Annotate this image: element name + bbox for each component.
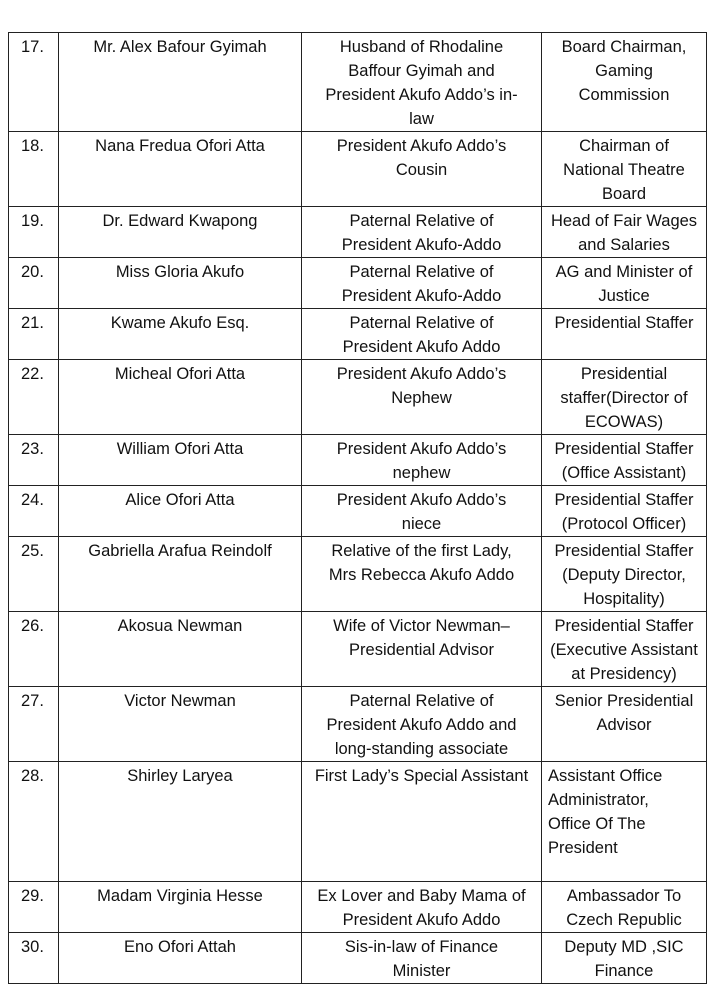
table-row <box>9 687 707 762</box>
position: Presidential Staffer (Executive Assistant at Presidency) <box>542 612 707 687</box>
position: Head of Fair Wages and Salaries <box>542 207 707 258</box>
appointee-name: Akosua Newman <box>59 612 302 687</box>
relationship: Ex Lover and Baby Mama of President Akufo Addo <box>302 882 542 933</box>
appointee-name: Kwame Akufo Esq. <box>59 309 302 360</box>
relationship: President Akufo Addo’s nephew <box>302 435 542 486</box>
row-number: 23. <box>9 435 59 486</box>
row-number: 26. <box>9 612 59 687</box>
position: Chairman of National Theatre Board <box>542 132 707 207</box>
relationship: Relative of the first Lady, Mrs Rebecca Akufo Addo <box>302 537 542 612</box>
appointee-name: Alice Ofori Atta <box>59 486 302 537</box>
row-number: 22. <box>9 360 59 435</box>
relationship: Paternal Relative of President Akufo-Addo <box>302 207 542 258</box>
appointee-name: Micheal Ofori Atta <box>59 360 302 435</box>
row-number: 30. <box>9 933 59 984</box>
appointees-table <box>8 32 707 984</box>
relationship: Paternal Relative of President Akufo Addo and long-standing associate <box>302 687 542 762</box>
row-number: 20. <box>9 258 59 309</box>
table-row <box>9 132 707 207</box>
appointee-name: Madam Virginia Hesse <box>59 882 302 933</box>
relationship: Wife of Victor Newman– Presidential Advisor <box>302 612 542 687</box>
position: Ambassador To Czech Republic <box>542 882 707 933</box>
row-number: 21. <box>9 309 59 360</box>
relationship: Husband of Rhodaline Baffour Gyimah and President Akufo Addo’s in- law <box>302 33 542 132</box>
position: Presidential Staffer <box>542 309 707 360</box>
position: AG and Minister of Justice <box>542 258 707 309</box>
row-number: 19. <box>9 207 59 258</box>
row-number: 25. <box>9 537 59 612</box>
table-row <box>9 258 707 309</box>
appointee-name: Gabriella Arafua Reindolf <box>59 537 302 612</box>
table-row <box>9 486 707 537</box>
table-row <box>9 33 707 132</box>
position: Assistant Office Administrator, Office Of The President <box>542 762 707 882</box>
appointee-name: Shirley Laryea <box>59 762 302 882</box>
appointee-name: Eno Ofori Attah <box>59 933 302 984</box>
relationship: Sis-in-law of Finance Minister <box>302 933 542 984</box>
position: Presidential staffer(Director of ECOWAS) <box>542 360 707 435</box>
table-row <box>9 537 707 612</box>
appointee-name: Victor Newman <box>59 687 302 762</box>
table-row <box>9 933 707 984</box>
table-row <box>9 360 707 435</box>
appointee-name: Mr. Alex Bafour Gyimah <box>59 33 302 132</box>
position: Deputy MD ,SIC Finance <box>542 933 707 984</box>
relationship: President Akufo Addo’s niece <box>302 486 542 537</box>
row-number: 18. <box>9 132 59 207</box>
position: Presidential Staffer (Protocol Officer) <box>542 486 707 537</box>
position: Board Chairman, Gaming Commission <box>542 33 707 132</box>
table-row <box>9 435 707 486</box>
relationship: President Akufo Addo’s Cousin <box>302 132 542 207</box>
relationship: President Akufo Addo’s Nephew <box>302 360 542 435</box>
table-row <box>9 882 707 933</box>
table-row <box>9 309 707 360</box>
row-number: 17. <box>9 33 59 132</box>
table-row <box>9 612 707 687</box>
row-number: 28. <box>9 762 59 882</box>
relationship: Paternal Relative of President Akufo Addo <box>302 309 542 360</box>
relationship: First Lady’s Special Assistant <box>302 762 542 882</box>
row-number: 29. <box>9 882 59 933</box>
row-number: 24. <box>9 486 59 537</box>
position: Senior Presidential Advisor <box>542 687 707 762</box>
row-number: 27. <box>9 687 59 762</box>
position: Presidential Staffer (Office Assistant) <box>542 435 707 486</box>
table-row <box>9 207 707 258</box>
relationship: Paternal Relative of President Akufo-Addo <box>302 258 542 309</box>
appointee-name: Miss Gloria Akufo <box>59 258 302 309</box>
appointee-name: William Ofori Atta <box>59 435 302 486</box>
appointee-name: Dr. Edward Kwapong <box>59 207 302 258</box>
appointee-name: Nana Fredua Ofori Atta <box>59 132 302 207</box>
table-row <box>9 762 707 882</box>
position: Presidential Staffer (Deputy Director, Hospitality) <box>542 537 707 612</box>
